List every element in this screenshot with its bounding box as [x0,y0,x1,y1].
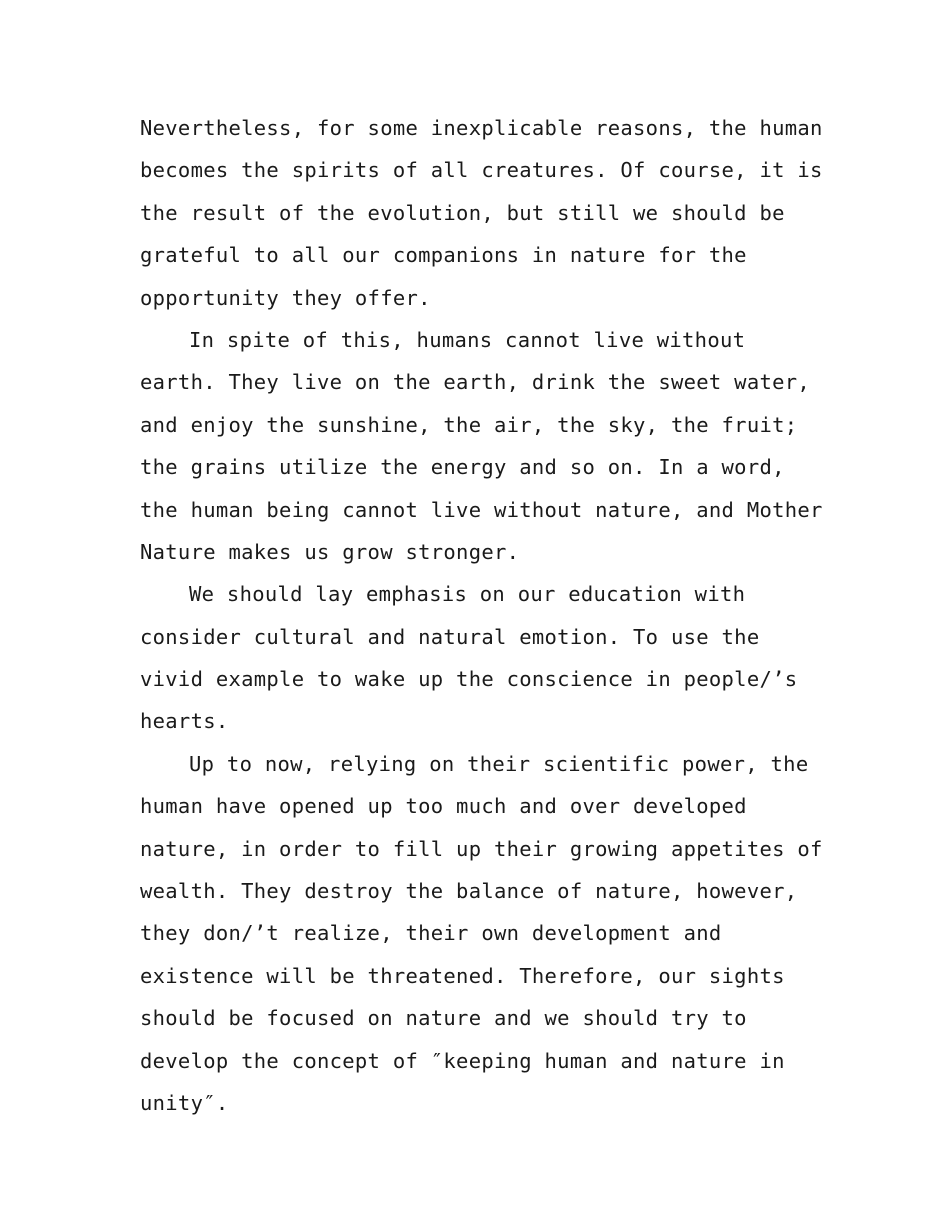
paragraph-3 [140,573,820,743]
document-body [140,107,823,1124]
text-line: grateful to all our companions in nature for the [140,243,747,268]
paragraph-1 [140,107,823,319]
text-line: should be focused on nature and we should try to [140,1006,747,1031]
text-line: We should lay emphasis on our education with [189,582,746,607]
text-line: vivid example to wake up the conscience in people/’s [140,667,798,692]
text-line: Nevertheless, for some inexplicable reasons, the human [140,116,823,140]
text-line: they don/’t realize, their own development and [140,921,722,946]
text-line: earth. They live on the earth, drink the sweet water, [140,370,811,395]
paragraph-2 [140,319,823,573]
text-line: human have opened up too much and over developed [140,794,747,819]
text-line: nature, in order to fill up their growing appetites of [140,836,823,861]
text-line: unity″. [140,1090,229,1115]
text-line: opportunity they offer. [140,285,431,310]
text-line: Up to now, relying on their scientific power, the [189,751,809,776]
text-line: consider cultural and natural emotion. To use the [140,624,760,649]
text-line: hearts. [140,709,229,734]
text-line: becomes the spirits of all creatures. Of course, it is [140,158,823,183]
text-line: In spite of this, humans cannot live without [189,327,746,352]
text-line: existence will be threatened. Therefore, our sights [140,963,785,988]
text-line: the result of the evolution, but still we should be [140,200,785,225]
text-line: develop the concept of ″keeping human and nature in [140,1048,785,1073]
text-line: Nature makes us grow stronger. [140,539,520,564]
text-line: the human being cannot live without nature, and Mother [140,497,823,522]
text-line: wealth. They destroy the balance of nature, however, [140,879,798,904]
paragraph-4 [140,743,823,1125]
text-line: and enjoy the sunshine, the air, the sky, the fruit; [140,412,798,437]
text-line: the grains utilize the energy and so on. In a word, [140,455,785,480]
